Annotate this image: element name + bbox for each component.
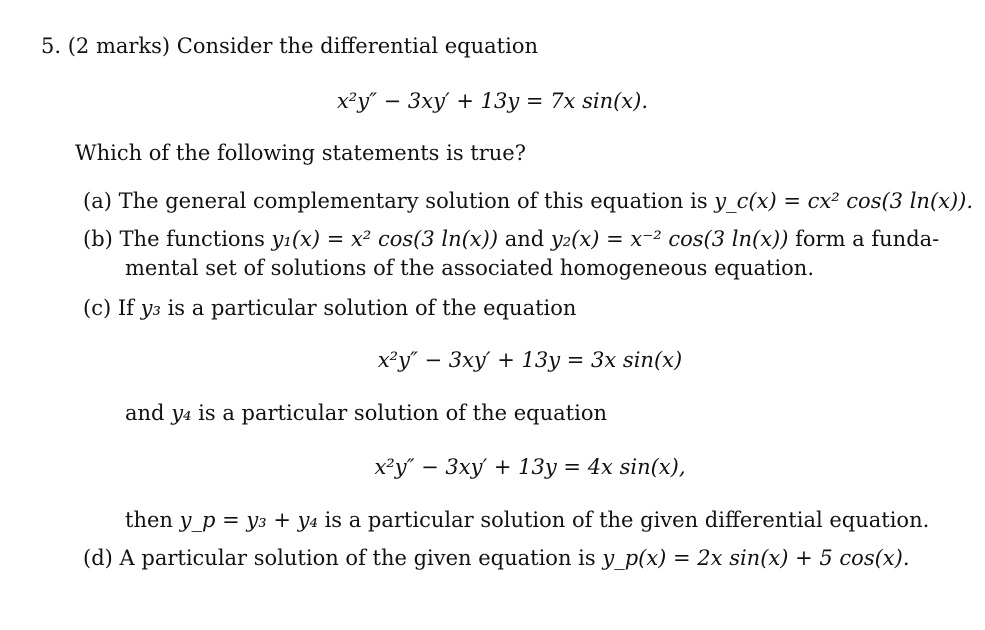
option-b-line-2: mental set of solutions of the associated homogeneous equation. [125,256,815,280]
option-c-math-3: y_p = y₃ + y₄ [179,508,318,532]
option-c-math-2: y₄ [171,401,192,425]
problem-header-text: (2 marks) Consider the differential equation [67,34,538,58]
option-c-text-2: is a particular solution of the equation [167,296,577,320]
option-a-math: y_c(x) = cx² cos(3 ln(x)). [714,189,974,213]
main-equation: x²y″ − 3xy′ + 13y = 7x sin(x). [336,89,649,113]
option-b-text-1: The functions [119,227,265,251]
option-d-math: y_p(x) = 2x sin(x) + 5 cos(x). [602,546,910,570]
problem-number: 5. [41,34,62,58]
option-b-math-2: y₂(x) = x⁻² cos(3 ln(x)) [550,227,789,251]
option-b-text-2: and [504,227,545,251]
option-c-label: (c) [83,296,112,320]
option-c-line-5 [125,506,929,534]
option-b-label: (b) [83,227,113,251]
option-b-math-1: y₁(x) = x² cos(3 ln(x)) [271,227,499,251]
question-text: Which of the following statements is true? [75,141,526,165]
option-b-text-3: form a funda- [795,227,940,251]
option-d [83,544,910,572]
option-a-text: The general complementary solution of this equation is [118,189,708,213]
option-c-text-4: is a particular solution of the equation [198,401,607,425]
problem-header [41,32,538,60]
option-c-text-3: and [125,401,165,425]
option-b [83,225,939,253]
option-c-text-5: then [125,508,173,532]
option-c-equation-2: x²y″ − 3xy′ + 13y = 4x sin(x), [374,455,686,479]
option-c-line-3 [125,399,607,427]
option-c-text-1: If [117,296,134,320]
option-d-text: A particular solution of the given equation is [119,546,596,570]
option-a [83,187,973,215]
option-c-math-1: y₃ [140,296,161,320]
option-a-label: (a) [83,189,112,213]
option-c-equation-1: x²y″ − 3xy′ + 13y = 3x sin(x) [377,348,683,372]
option-c-text-6: is a particular solution of the given differential equation. [324,508,930,532]
option-d-label: (d) [83,546,113,570]
option-c [83,294,576,322]
